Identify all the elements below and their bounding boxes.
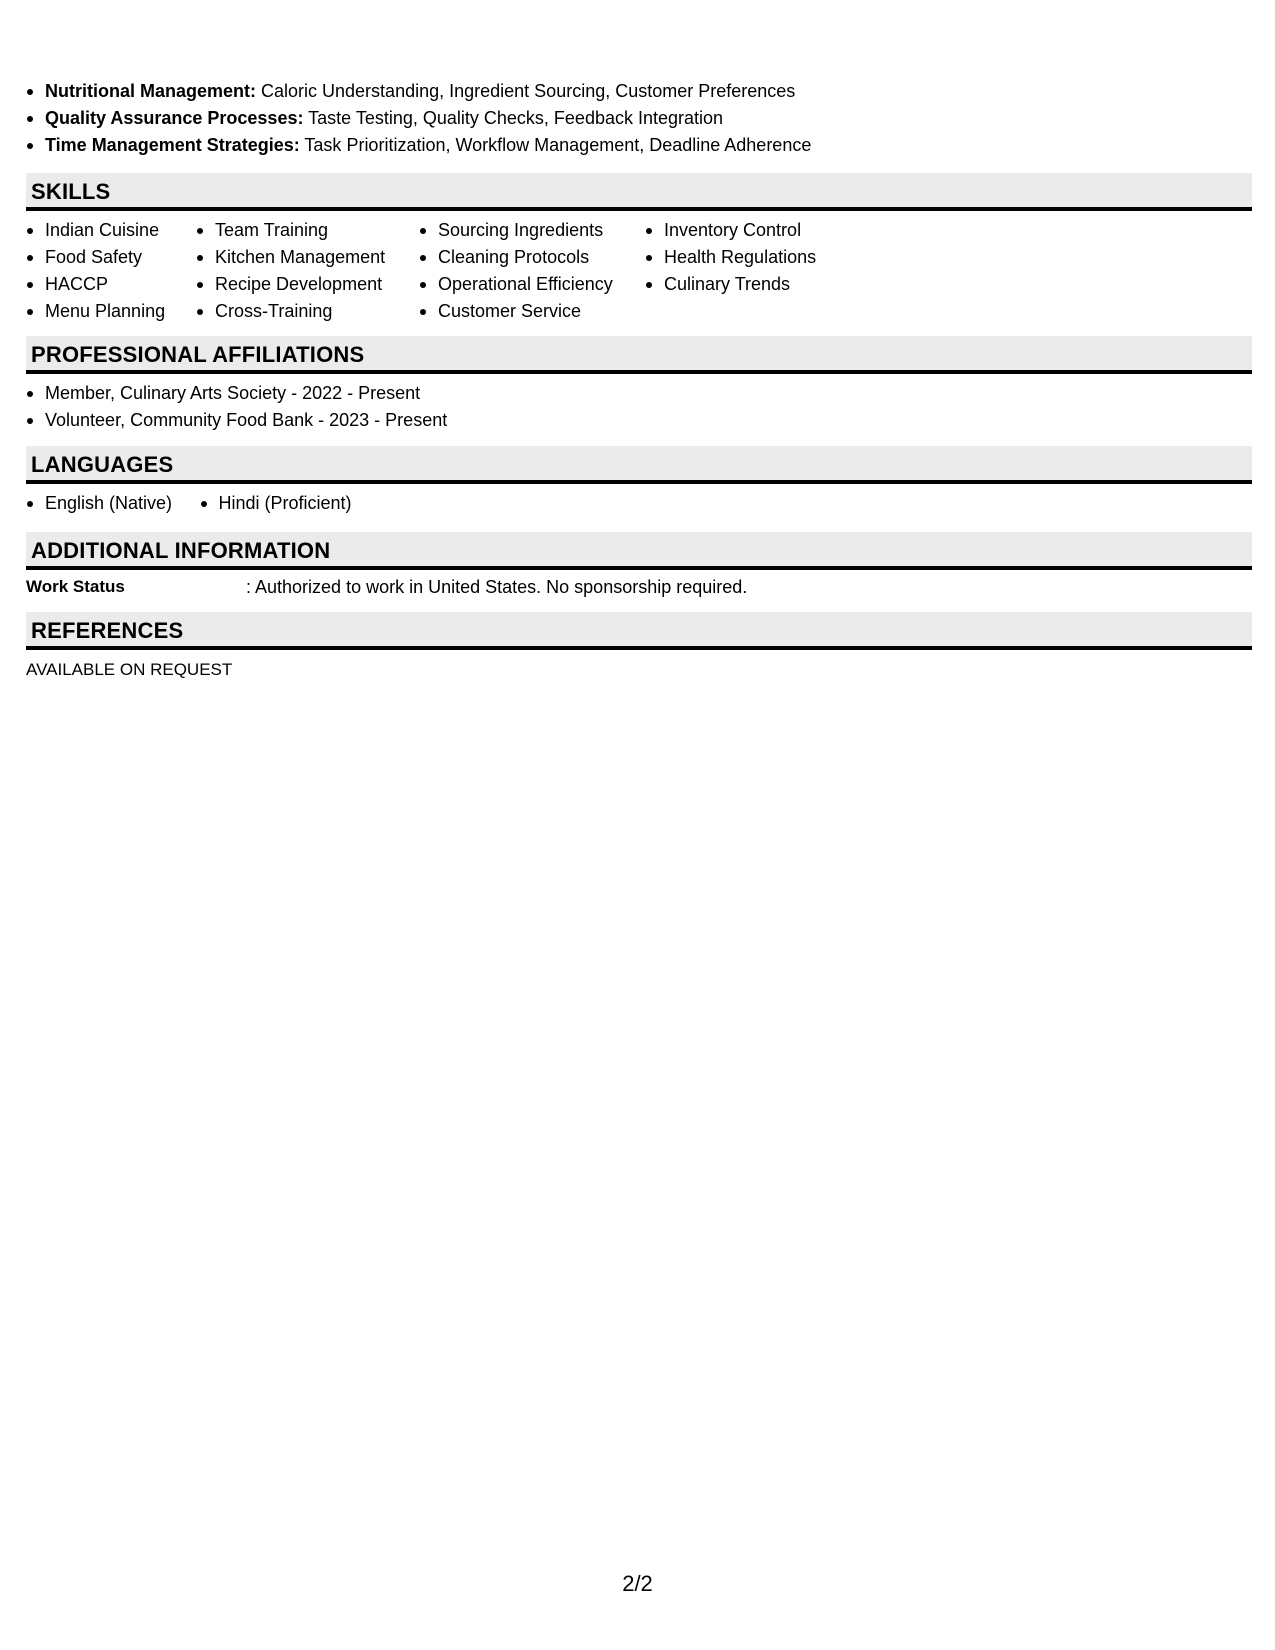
work-status-row [26, 576, 1252, 598]
competencies-list [26, 78, 1252, 159]
skills-column [196, 217, 419, 325]
language-item: English (Native) [26, 490, 172, 517]
affiliation-item: Volunteer, Community Food Bank - 2023 - Present [26, 407, 1252, 434]
skill-item: Indian Cuisine [26, 217, 196, 244]
skill-item: Health Regulations [645, 244, 845, 271]
references-text: AVAILABLE ON REQUEST [26, 660, 233, 679]
skills-column [419, 217, 645, 325]
skill-item: Sourcing Ingredients [419, 217, 645, 244]
affiliations-list [26, 380, 1252, 434]
list-item [26, 105, 1252, 132]
skill-item: Recipe Development [196, 271, 419, 298]
competency-label: Time Management Strategies: [45, 135, 300, 155]
skills-grid [26, 217, 1252, 325]
skill-item: Kitchen Management [196, 244, 419, 271]
competency-label: Quality Assurance Processes: [45, 108, 304, 128]
skill-item: Team Training [196, 217, 419, 244]
affiliation-item: Member, Culinary Arts Society - 2022 - Present [26, 380, 1252, 407]
skill-item: Operational Efficiency [419, 271, 645, 298]
skill-item: Inventory Control [645, 217, 845, 244]
list-item [26, 78, 1252, 105]
languages-list [26, 490, 1252, 517]
affiliations-section-header: PROFESSIONAL AFFILIATIONS [26, 336, 1252, 374]
skill-item: Cross-Training [196, 298, 419, 325]
competency-label: Nutritional Management: [45, 81, 257, 101]
skills-column [26, 217, 196, 325]
competency-text: Caloric Understanding, Ingredient Sourcing, Customer Preferences [256, 81, 796, 101]
work-status-label: Work Status [26, 577, 125, 596]
competency-text: Task Prioritization, Workflow Management, Deadline Adherence [299, 135, 812, 155]
skills-column [645, 217, 845, 325]
skill-item: Culinary Trends [645, 271, 845, 298]
page-number: 2/2 [622, 1571, 653, 1596]
skill-item: Cleaning Protocols [419, 244, 645, 271]
skill-item: Customer Service [419, 298, 645, 325]
language-item: Hindi (Proficient) [200, 490, 352, 517]
competency-text: Taste Testing, Quality Checks, Feedback Integration [303, 108, 724, 128]
additional-info-section-header: ADDITIONAL INFORMATION [26, 532, 1252, 570]
list-item [26, 132, 1252, 159]
references-section-header: REFERENCES [26, 612, 1252, 650]
skill-item: Food Safety [26, 244, 196, 271]
skill-item: HACCP [26, 271, 196, 298]
resume-content [26, 78, 1252, 681]
skills-section-header: SKILLS [26, 173, 1252, 211]
work-status-value: : Authorized to work in United States. No sponsorship required. [246, 577, 748, 597]
skill-item: Menu Planning [26, 298, 196, 325]
languages-section-header: LANGUAGES [26, 446, 1252, 484]
